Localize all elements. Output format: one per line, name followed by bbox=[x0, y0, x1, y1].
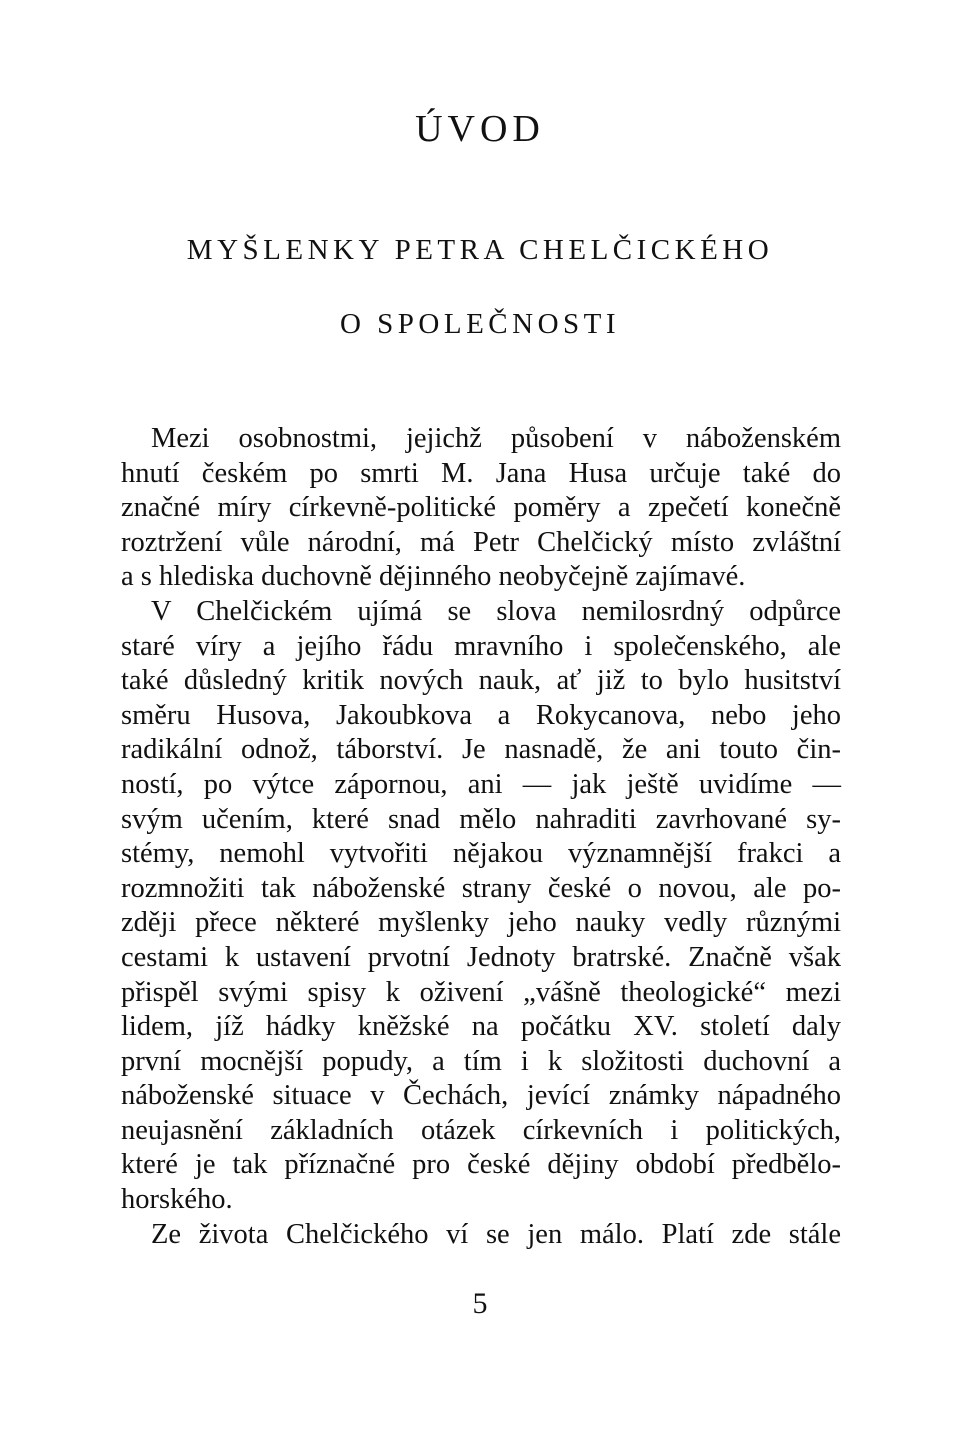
text-line: V Chelčickém ujímá se slova nemilosrdný odpůrce bbox=[151, 595, 841, 627]
text-line: směru Husova, Jakoubkova a Rokycanova, nebo jeho bbox=[121, 699, 841, 731]
text-line: radikální odnož, táborství. Je nasnadě, že ani touto čin- bbox=[121, 734, 841, 766]
text-line: cestami k ustavení prvotní Jednoty bratrské. Značně však bbox=[121, 941, 841, 973]
page-number: 5 bbox=[472, 1287, 488, 1320]
text-line: náboženské situace v Čechách, jevící známky nápadného bbox=[121, 1080, 841, 1112]
text-line: první mocnější popudy, a tím i k složitosti duchovní a bbox=[121, 1045, 841, 1077]
text-line: také důsledný kritik nových nauk, ať již to bylo husitství bbox=[121, 665, 841, 697]
text-line: hnutí českém po smrti M. Jana Husa určuje také do bbox=[121, 457, 841, 489]
text-line: roztržení vůle národní, má Petr Chelčický místo zvláštní bbox=[121, 526, 841, 558]
section-title-line-1: MYŠLENKY PETRA CHELČICKÉHO bbox=[186, 234, 774, 266]
text-line: staré víry a jejího řádu mravního i společenského, ale bbox=[121, 630, 841, 662]
text-line: svým učením, které snad mělo nahraditi zavrhované sy- bbox=[121, 803, 841, 835]
text-line: Mezi osobnostmi, jejichž působení v náboženském bbox=[151, 423, 841, 454]
body-text bbox=[121, 422, 841, 1252]
text-line: lidem, jíž hádky kněžské na počátku XV. století daly bbox=[121, 1011, 841, 1043]
text-line: které je tak příznačné pro české dějiny období předbělo- bbox=[121, 1149, 841, 1181]
text-line: neujasnění základních otázek církevních i politických, bbox=[121, 1114, 841, 1146]
text-line: přispěl svými spisy k oživení „vášně theologické“ mezi bbox=[121, 976, 841, 1008]
text-line: stémy, nemohl vytvořiti nějakou významnější frakci a bbox=[121, 838, 841, 870]
section-title-line-2: O SPOLEČNOSTI bbox=[339, 308, 621, 340]
text-line: ností, po výtce zápornou, ani — jak ještě uvidíme — bbox=[121, 768, 841, 800]
chapter-title: ÚVOD bbox=[415, 108, 545, 150]
text-line: zději přece některé myšlenky jeho nauky vedly různými bbox=[121, 907, 841, 939]
text-line: rozmnožiti tak náboženské strany české o novou, ale po- bbox=[121, 872, 841, 904]
text-line: Ze života Chelčického ví se jen málo. Platí zde stále bbox=[151, 1218, 841, 1250]
text-line: a s hlediska duchovně dějinného neobyčejně zajímavé. bbox=[121, 561, 746, 593]
text-line: horského. bbox=[121, 1184, 233, 1216]
text-line: značné míry církevně-politické poměry a zpečetí konečně bbox=[121, 492, 841, 524]
